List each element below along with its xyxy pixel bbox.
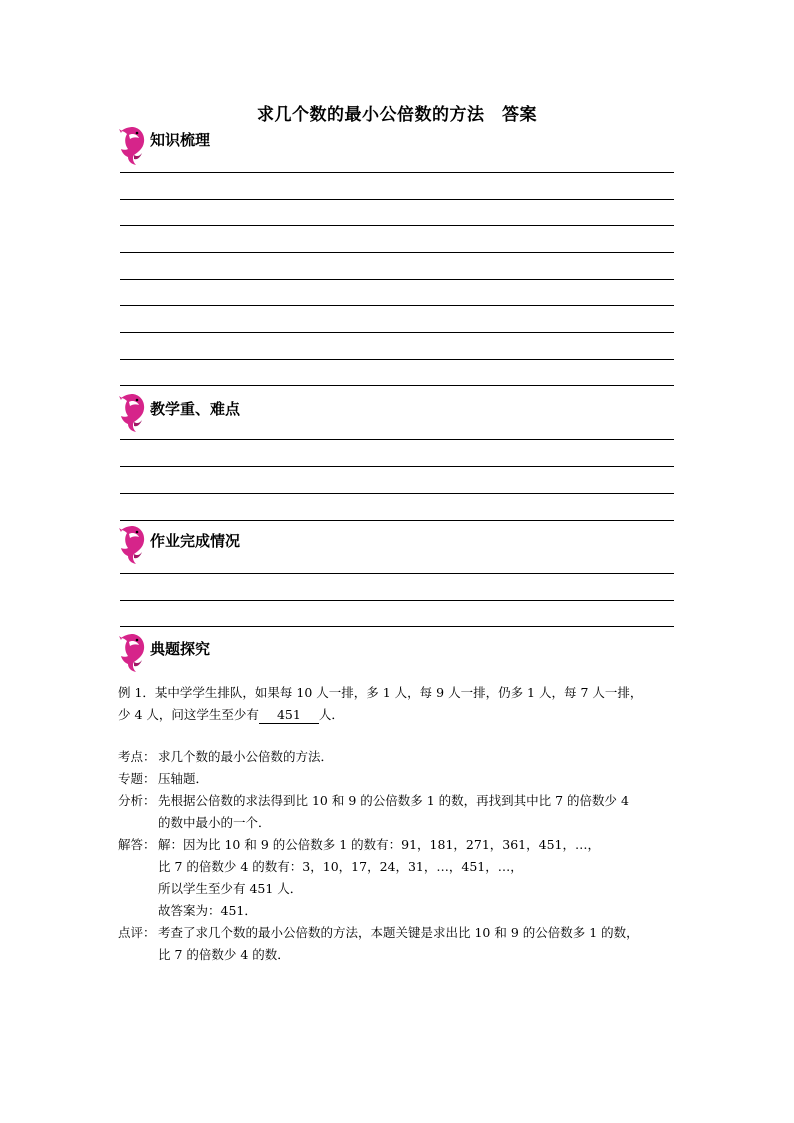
section-key-points (118, 392, 674, 522)
page-title: 求几个数的最小公倍数的方法 答案 (257, 105, 537, 125)
answer-line (120, 225, 674, 226)
section-header (118, 392, 674, 432)
solution-text-block (158, 834, 678, 922)
answer-line (120, 172, 674, 173)
answer-line (120, 332, 674, 333)
section-title: 作业完成情况 (150, 532, 241, 550)
answer-line (120, 600, 674, 601)
solution-label: 考点： (118, 749, 156, 764)
answer-line (120, 626, 674, 627)
solution-label: 分析： (118, 793, 156, 808)
example-content (118, 682, 678, 966)
dolphin-mascot-icon (118, 392, 148, 434)
section-examples (118, 632, 674, 676)
answer-line (120, 573, 674, 574)
solution-text: 压轴题． (158, 771, 209, 786)
example-question-line (118, 704, 678, 726)
solution-label: 专题： (118, 771, 156, 786)
answer-line (120, 359, 674, 360)
solution-text: 求几个数的最小公倍数的方法． (158, 749, 334, 764)
solution-kaodian (118, 746, 678, 768)
example-question-line: 例 1．某中学学生排队，如果每 10 人一排，多 1 人，每 9 人一排，仍多 1 人，每 7 人一排， (118, 685, 643, 700)
answer-line (120, 305, 674, 306)
solution-dianping (118, 922, 678, 966)
solution-jieda (118, 834, 678, 922)
section-title: 教学重、难点 (150, 400, 241, 418)
solution-text: 解：因为比 10 和 9 的公倍数多 1 的数有：91，181，271，361，451，…， (158, 837, 600, 852)
solution-text: 比 7 的倍数少 4 的数． (158, 947, 290, 962)
solution-text-block (158, 922, 678, 966)
question-text: 少 4 人，问这学生至少有 (118, 707, 259, 722)
solution-text: 比 7 的倍数少 4 的数有：3，10，17，24，31，…，451，…， (158, 859, 523, 874)
answer-line (120, 385, 674, 386)
solution-text: 考查了求几个数的最小公倍数的方法，本题关键是求出比 10 和 9 的公倍数多 1 的数， (158, 925, 639, 940)
solution-label: 解答： (118, 837, 156, 852)
section-header (118, 524, 674, 564)
answer-blank: 451 (259, 707, 319, 724)
answer-line (120, 252, 674, 253)
dolphin-mascot-icon (118, 632, 148, 674)
section-title: 典题探究 (150, 640, 211, 658)
solution-text: 先根据公倍数的求法得到比 10 和 9 的公倍数多 1 的数，再找到其中比 7 的倍数少 4 (158, 793, 629, 808)
solution-text-block (158, 790, 678, 834)
answer-line (120, 520, 674, 521)
answer-line (120, 199, 674, 200)
solution-fenxi (118, 790, 678, 834)
solution-text: 故答案为：451． (158, 903, 257, 918)
solution-text: 的数中最小的一个． (158, 815, 271, 830)
question-text: 人． (318, 707, 344, 722)
dolphin-mascot-icon (118, 524, 148, 566)
section-homework (118, 524, 674, 630)
answer-line (120, 466, 674, 467)
section-header (118, 125, 674, 165)
solution-label: 点评： (118, 925, 156, 940)
section-header (118, 632, 674, 672)
answer-line (120, 493, 674, 494)
solution-text: 所以学生至少有 451 人． (158, 881, 303, 896)
dolphin-mascot-icon (118, 125, 148, 167)
answer-line (120, 439, 674, 440)
section-title: 知识梳理 (150, 131, 211, 149)
solution-zhuanti (118, 768, 678, 790)
section-knowledge (118, 125, 674, 390)
answer-line (120, 279, 674, 280)
